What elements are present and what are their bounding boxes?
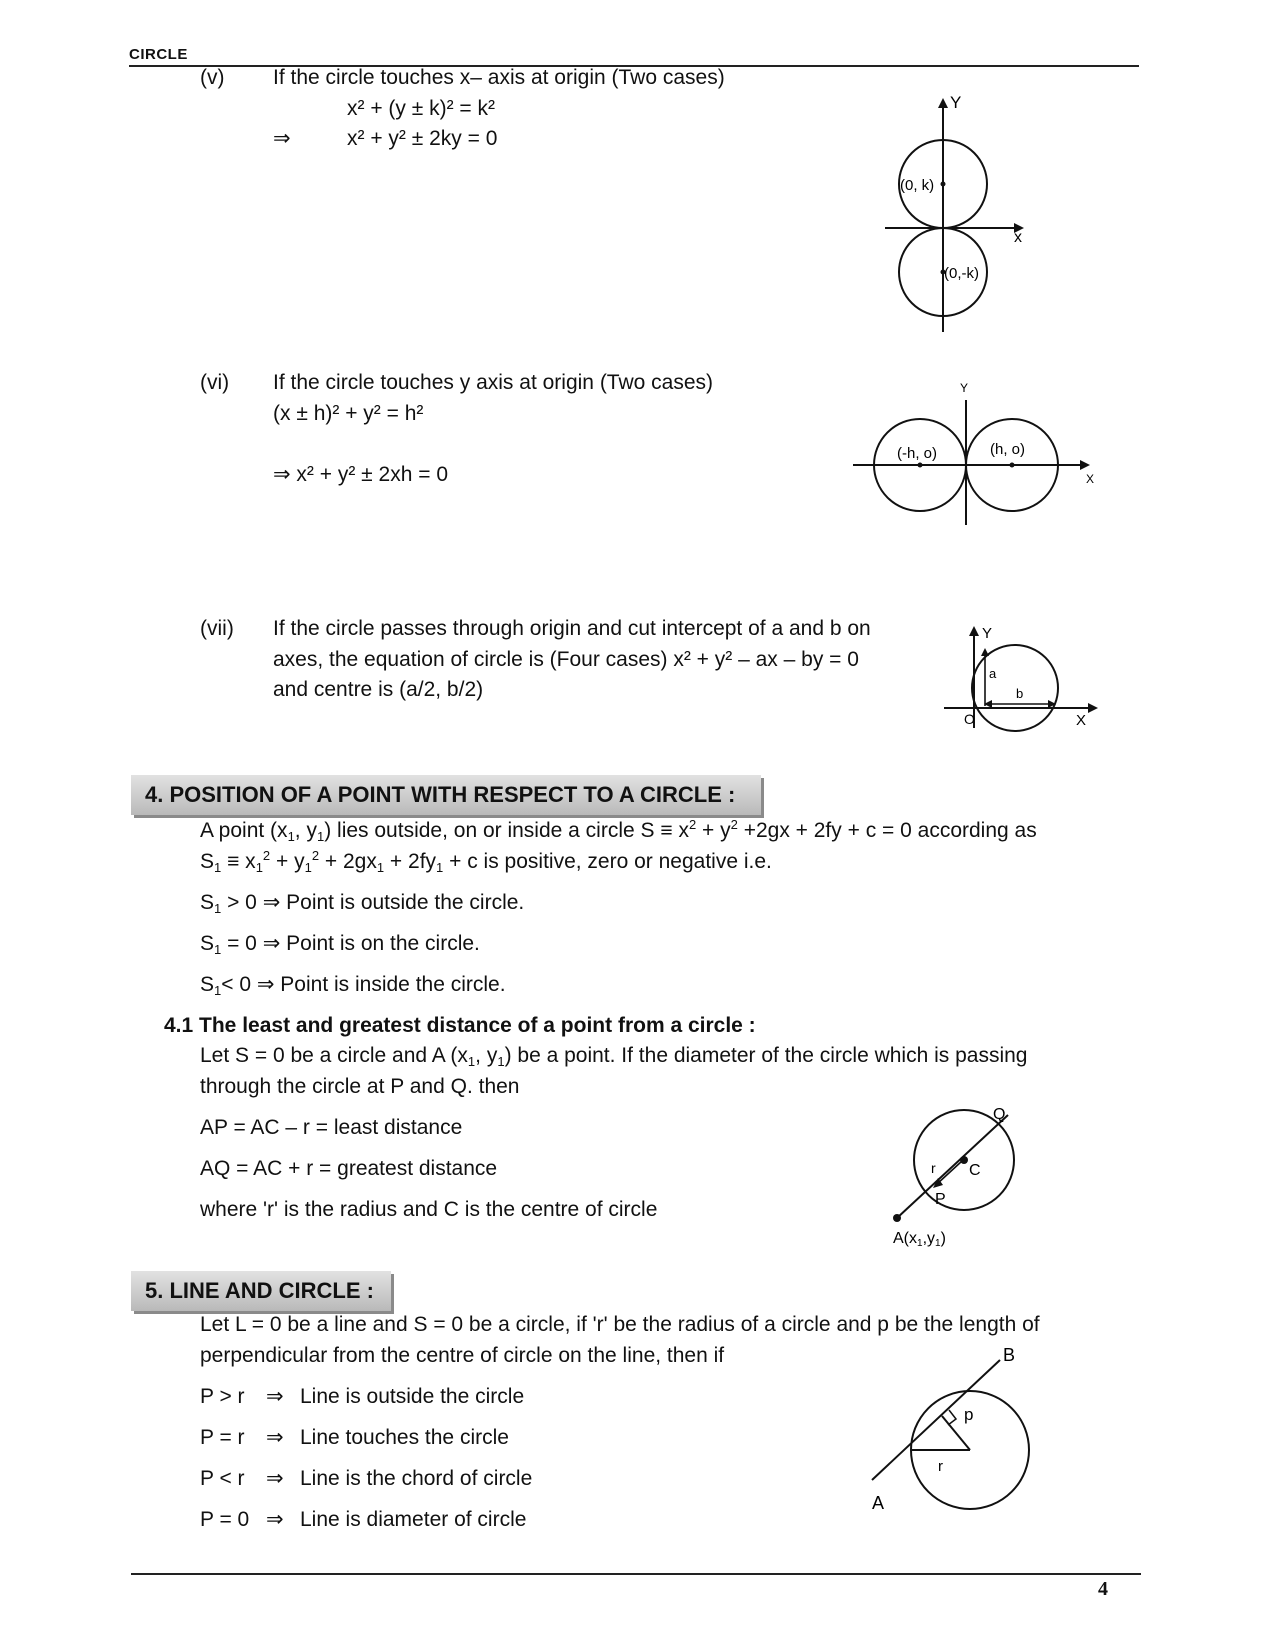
- a-label: a: [989, 666, 997, 681]
- case-outside-arrow: ⇒: [266, 1385, 284, 1408]
- right-angle-mark: [948, 1410, 956, 1425]
- a-label: A: [872, 1493, 885, 1513]
- y-axis-label: Y: [960, 381, 969, 395]
- case-vii-figure: [940, 622, 1110, 737]
- case-vii-line-1: If the circle passes through origin and cut intercept of a and b on: [273, 617, 871, 640]
- line-circle-figure: [860, 1345, 1050, 1525]
- left-center-label: (-h, o): [897, 445, 938, 462]
- point-a-dot: [893, 1214, 901, 1222]
- p-label: P: [935, 1191, 946, 1208]
- case-chord-left: P < r: [200, 1467, 245, 1490]
- footer-rule: [131, 1573, 1141, 1575]
- b-label: B: [1003, 1345, 1016, 1365]
- y-arrow-head: [969, 626, 979, 636]
- b-label: b: [1016, 686, 1024, 701]
- case-v-equation-1: x² + (y ± k)² = k²: [347, 97, 496, 120]
- q-label: Q: [993, 1106, 1006, 1123]
- case-outside-left: P > r: [200, 1385, 245, 1408]
- greatest-distance: AQ = AC + r = greatest distance: [200, 1157, 498, 1180]
- y-arrow-head: [938, 98, 948, 108]
- c-label: C: [969, 1162, 981, 1179]
- case-vii-line-3: and centre is (a/2, b/2): [273, 678, 484, 701]
- a-arrow-top: [981, 648, 989, 656]
- case-vi-equation-2: ⇒ x² + y² ± 2xh = 0: [273, 463, 449, 486]
- case-outside-right: Line is outside the circle: [300, 1385, 525, 1408]
- case-v-text: If the circle touches x– axis at origin (Two cases): [273, 66, 725, 89]
- case-touches-arrow: ⇒: [266, 1426, 284, 1449]
- centre-dot: [960, 1156, 968, 1164]
- line-ab: [872, 1360, 1000, 1480]
- upper-center-dot: [941, 182, 946, 187]
- distance-figure: [885, 1105, 1045, 1249]
- case-v-equation-2: x² + y² ± 2ky = 0: [347, 127, 498, 150]
- case-vi-equation-1: (x ± h)² + y² = h²: [273, 402, 424, 425]
- case-v-figure: [880, 92, 1040, 342]
- lower-center-label: (0,-k): [944, 265, 979, 282]
- right-center-label: (h, o): [990, 441, 1026, 458]
- section-5-heading: 5. LINE AND CIRCLE :: [131, 1271, 391, 1311]
- y-axis-label: Y: [982, 625, 993, 642]
- r-label: r: [938, 1458, 943, 1475]
- a-label: A(x1,y1): [893, 1230, 946, 1249]
- subsection-4-1-line-2: through the circle at P and Q. then: [200, 1075, 520, 1098]
- case-diameter-arrow: ⇒: [266, 1508, 284, 1531]
- line-circle-intro-1: Let L = 0 be a line and S = 0 be a circle, if 'r' be the radius of a circle and p be the length of: [200, 1313, 1040, 1336]
- least-distance: AP = AC – r = least distance: [200, 1116, 463, 1139]
- subsection-4-1-line-1: Let S = 0 be a circle and A ($x_1$, $y_1$) be a point. If the diameter of the circle which is passing: [200, 1044, 1028, 1069]
- case-vii-number: (vii): [200, 617, 234, 640]
- r-label: r: [931, 1160, 936, 1176]
- p-label: p: [964, 1405, 974, 1424]
- case-vi-figure: [850, 380, 1100, 530]
- implies-symbol: ⇒: [273, 127, 291, 150]
- section-4-heading: 4. POSITION OF A POINT WITH RESPECT TO A CIRCLE :: [131, 775, 761, 815]
- radius-arrow: [937, 1161, 962, 1184]
- upper-center-label: (0, k): [900, 177, 935, 194]
- right-center-dot: [1010, 463, 1015, 468]
- radius-centre-note: where 'r' is the radius and C is the centre of circle: [200, 1198, 658, 1221]
- case-chord-right: Line is the chord of circle: [300, 1467, 533, 1490]
- condition-on: $S_1 = 0$ ⇒ Point is on the circle.: [200, 932, 480, 957]
- x-arrow-head: [1080, 460, 1090, 470]
- x-axis-label: x: [1014, 229, 1022, 246]
- left-center-dot: [918, 463, 923, 468]
- page-number: 4: [1098, 1578, 1108, 1600]
- x-axis-label: X: [1086, 472, 1095, 486]
- b-arrow-right: [1048, 700, 1056, 708]
- case-diameter-left: P = 0: [200, 1508, 250, 1531]
- running-header: CIRCLE: [129, 46, 188, 63]
- case-diameter-right: Line is diameter of circle: [300, 1508, 527, 1531]
- x-axis-label: X: [1076, 712, 1087, 729]
- subsection-4-1-heading: 4.1 The least and greatest distance of a point from a circle :: [164, 1014, 756, 1037]
- line-circle-intro-2: perpendicular from the centre of circle on the line, then if: [200, 1344, 725, 1367]
- case-touches-left: P = r: [200, 1426, 245, 1449]
- condition-inside: $S_1< 0$ ⇒ Point is inside the circle.: [200, 973, 506, 998]
- case-touches-right: Line touches the circle: [300, 1426, 509, 1449]
- case-vii-line-2: axes, the equation of circle is (Four cases) x² + y² – ax – by = 0: [273, 648, 859, 671]
- position-line-1: A point ($x_1$, $y_1$) lies outside, on or inside a circle $S \equiv x^2 + y^2 +2gx + 2fy + c = 0$ according as: [200, 817, 1037, 844]
- condition-outside: $S_1 > 0$ ⇒ Point is outside the circle.: [200, 891, 525, 916]
- y-axis-label: Y: [950, 93, 962, 112]
- case-vi-text: If the circle touches y axis at origin (Two cases): [273, 371, 714, 394]
- case-chord-arrow: ⇒: [266, 1467, 284, 1490]
- case-v-number: (v): [200, 66, 225, 89]
- position-line-2: $S_1 \equiv x_1^2 + y_1^2 + 2gx_1 + 2fy_1 + c$ is positive, zero or negative i.e.: [200, 848, 772, 875]
- x-arrow-head: [1088, 703, 1098, 713]
- case-vi-number: (vi): [200, 371, 230, 394]
- origin-label: O: [964, 711, 975, 727]
